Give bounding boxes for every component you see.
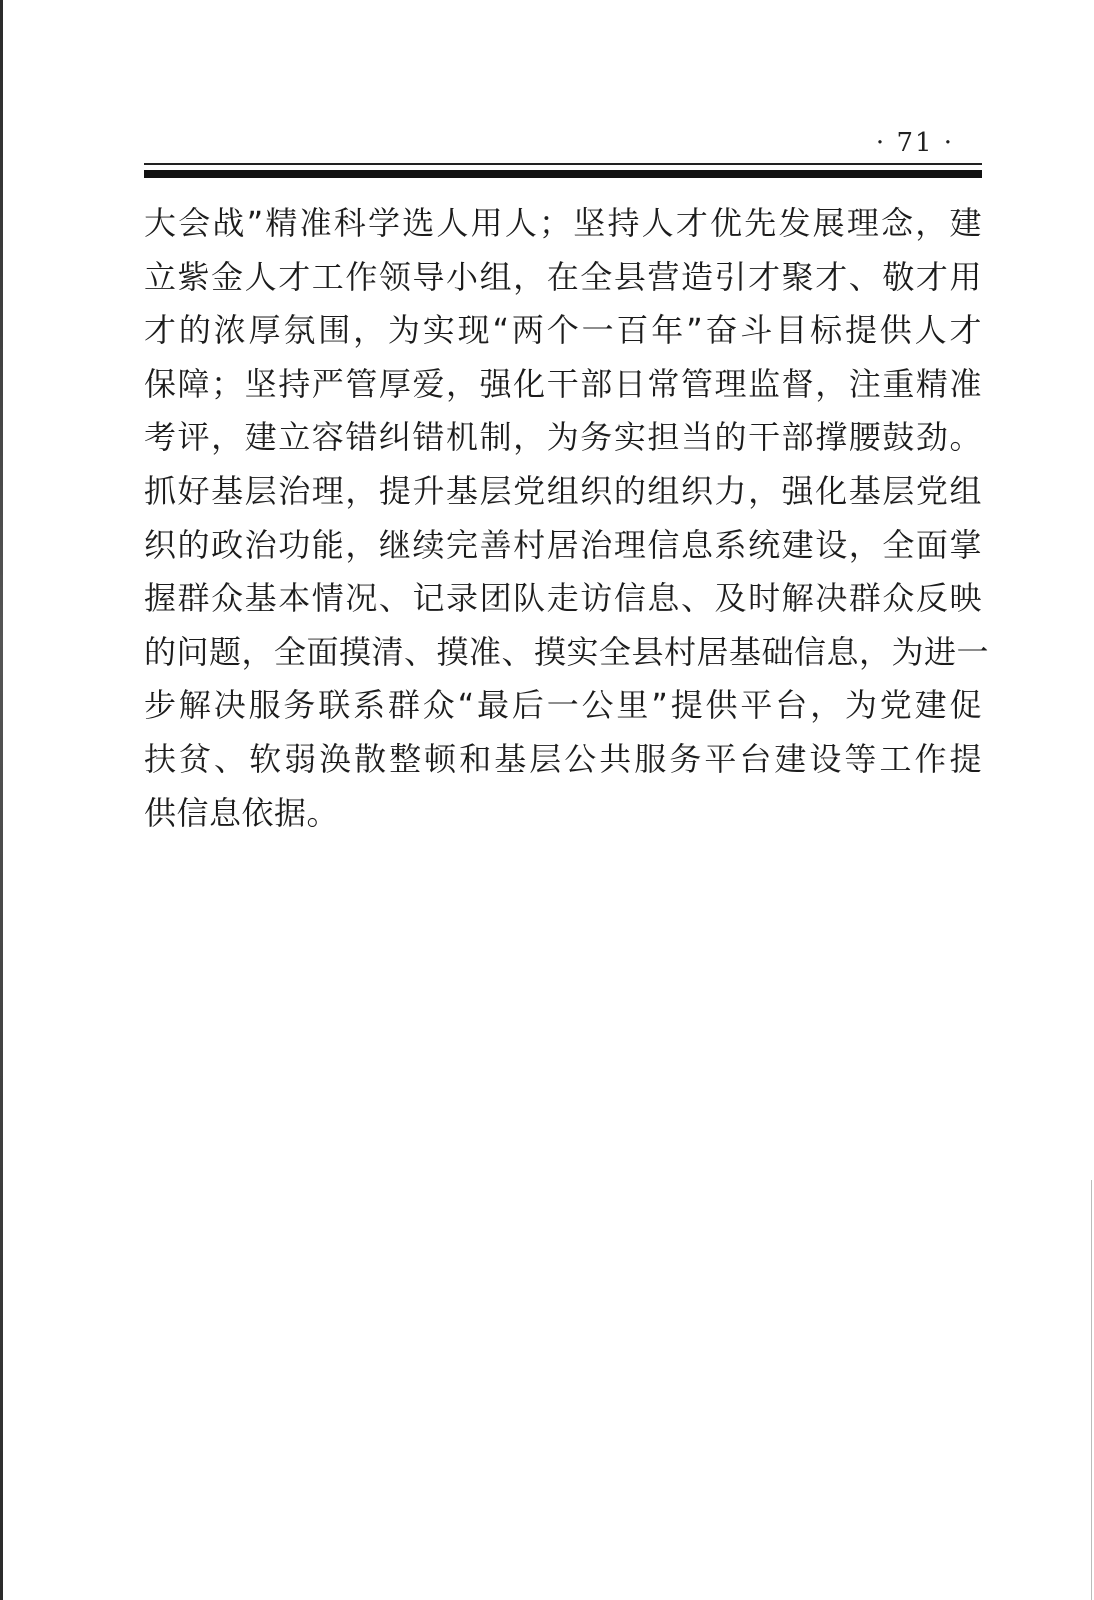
text-line: 大会战”精准科学选人用人；坚持人才优先发展理念，建: [144, 204, 982, 242]
page-number: · 71 ·: [875, 128, 955, 158]
header-rule-thin: [144, 163, 982, 165]
text-line: 扶贫、软弱涣散整顿和基层公共服务平台建设等工作提: [144, 739, 982, 778]
text-line: 步解决服务联系群众“最后一公里”提供平台，为党建促: [144, 686, 982, 725]
body-text: [144, 197, 990, 840]
text-line: 才的浓厚氛围，为实现“两个一百年”奋斗目标提供人才: [144, 311, 982, 350]
text-line: 保障；坚持严管厚爱，强化干部日常管理监督，注重精准: [144, 364, 982, 403]
text-line: 握群众基本情况、记录团队走访信息、及时解决群众反映: [144, 579, 982, 618]
scan-edge: [0, 0, 3, 1600]
scan-edge-right: [1091, 1180, 1092, 1600]
text-line: 考评，建立容错纠错机制，为务实担当的干部撑腰鼓劲。: [144, 418, 982, 457]
text-line: 抓好基层治理，提升基层党组织的组织力，强化基层党组: [144, 471, 982, 510]
text-line: 立紫金人才工作领导小组，在全县营造引才聚才、敬才用: [144, 257, 982, 296]
text-line: 供信息依据。: [144, 793, 340, 832]
header-rule-thick: [144, 170, 982, 178]
text-line: 的问题，全面摸清、摸准、摸实全县村居基础信息，为进一: [144, 632, 990, 671]
text-line: 织的政治功能，继续完善村居治理信息系统建设，全面掌: [144, 525, 982, 564]
